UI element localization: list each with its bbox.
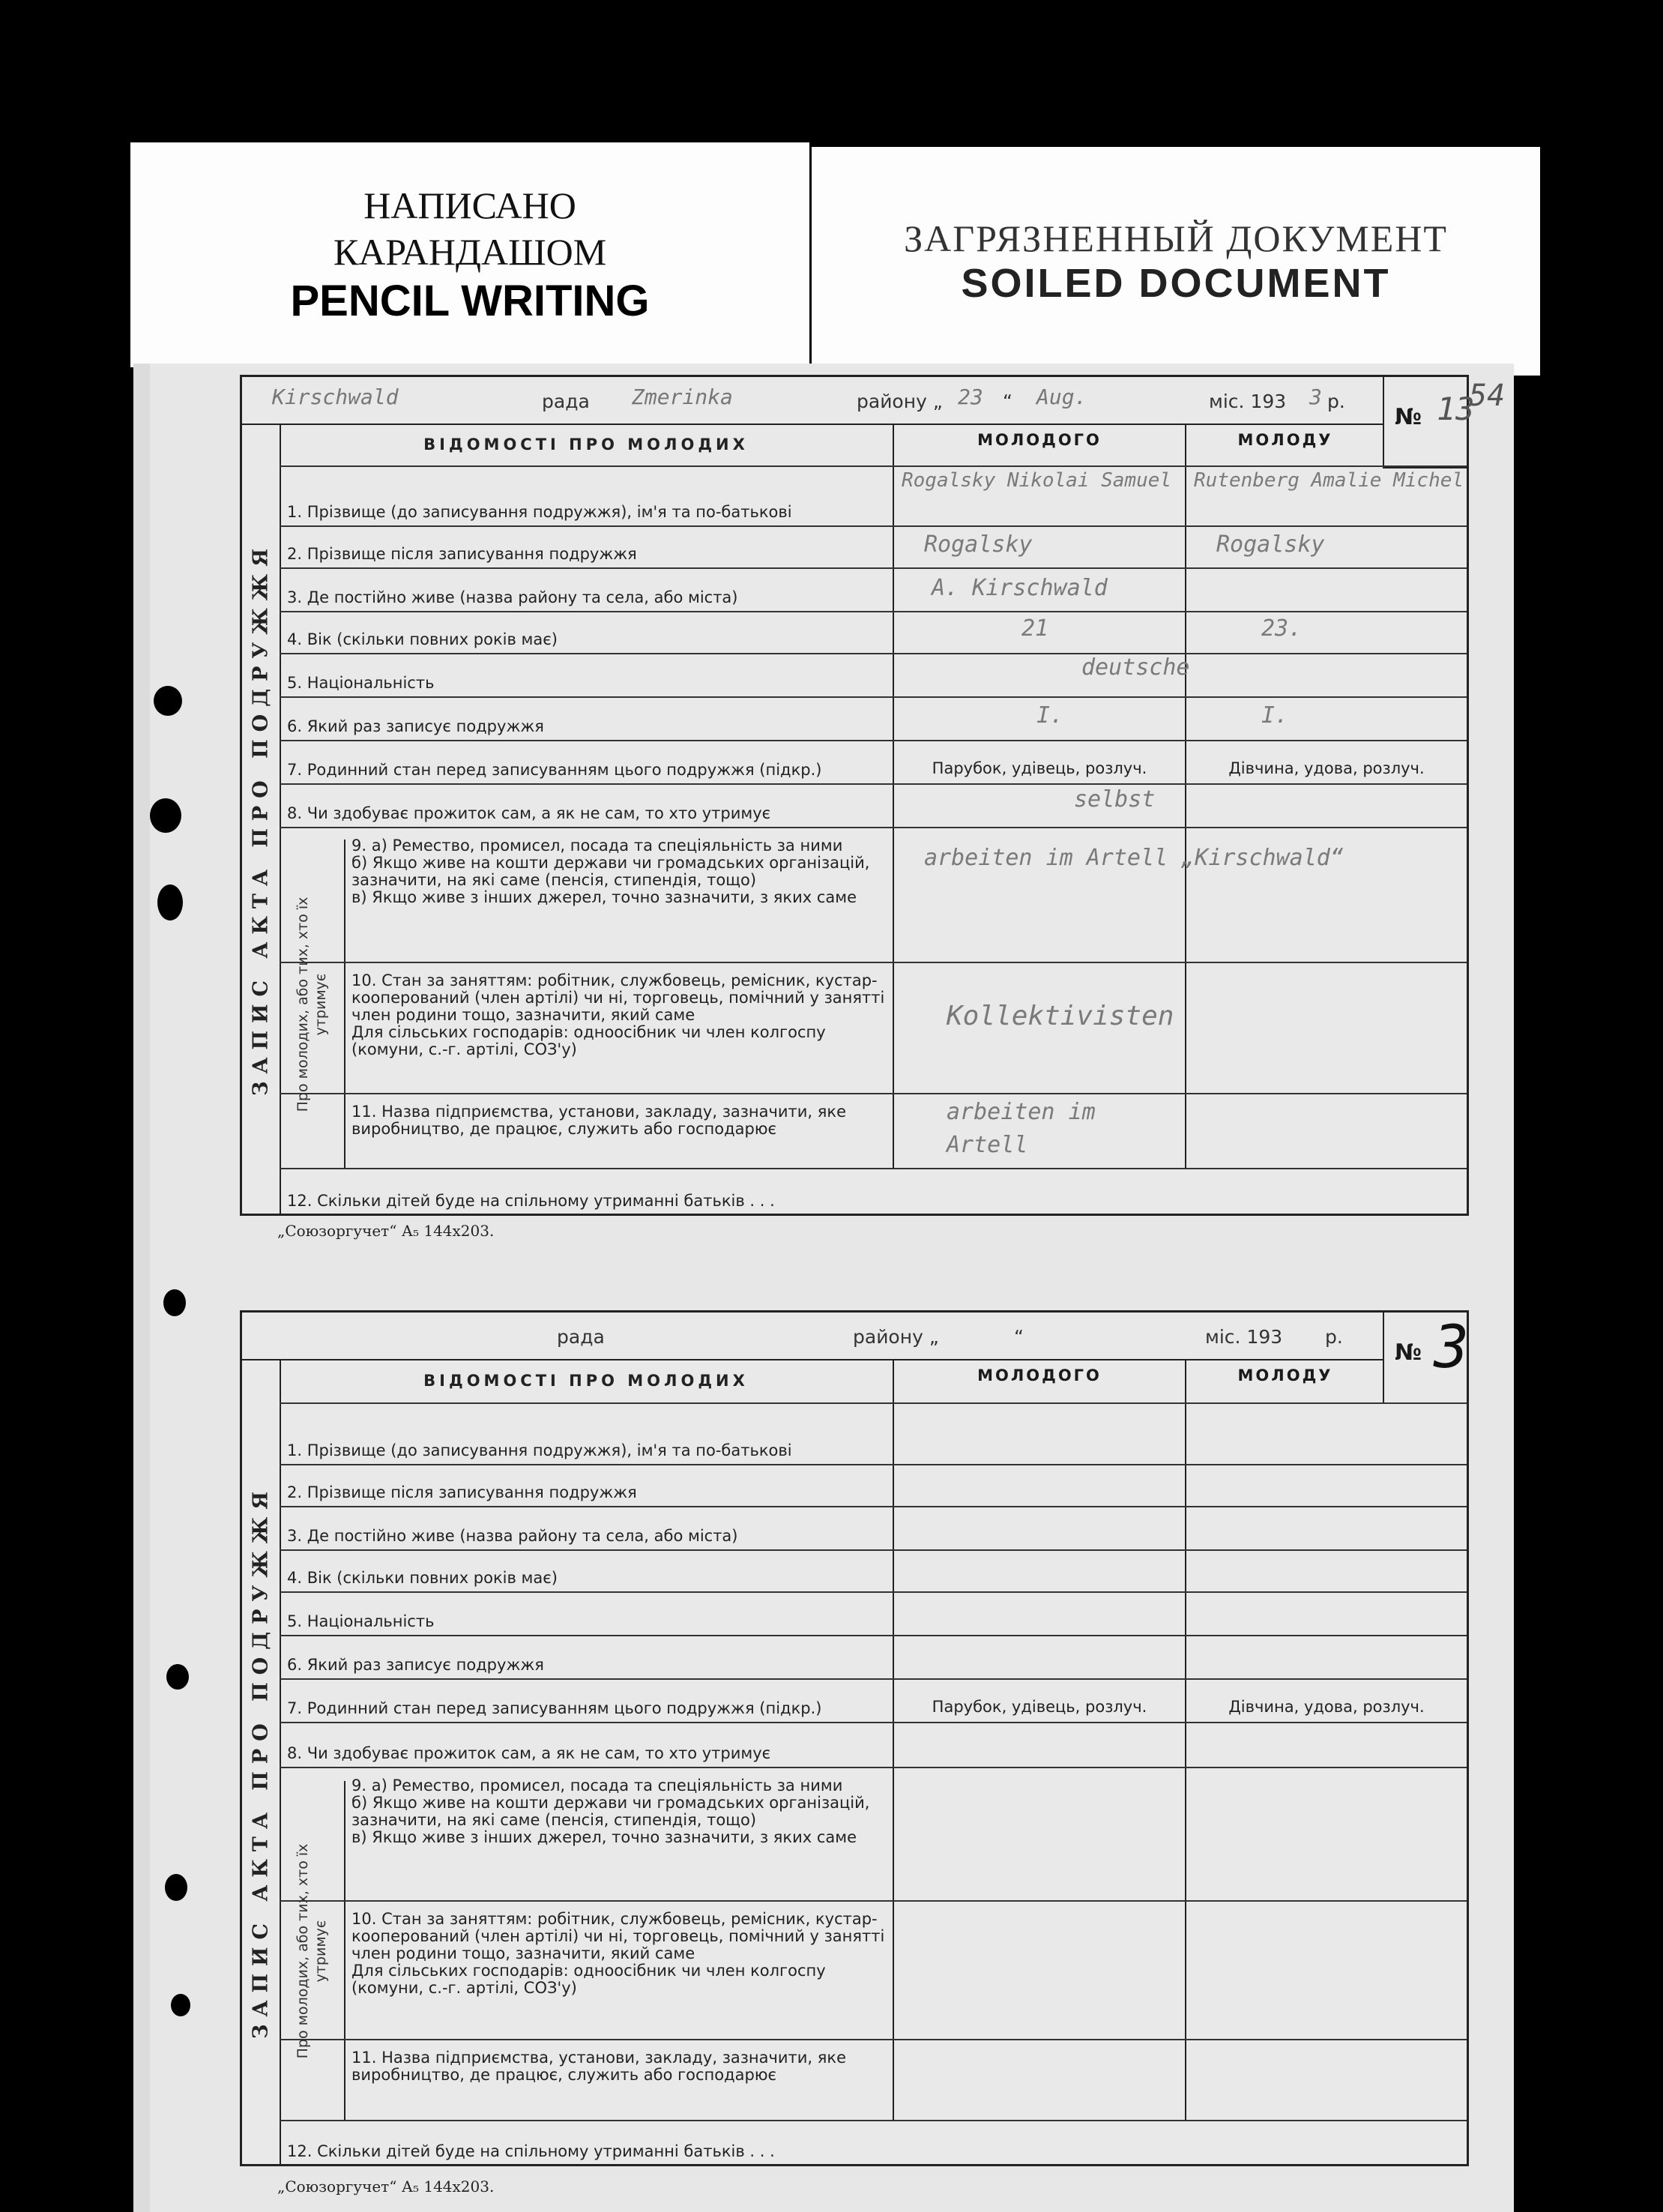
day-value: 23 [958, 385, 983, 409]
table-row [280, 1551, 1467, 1593]
groom-cell [894, 1636, 1186, 1678]
row-label: 1. Прізвище (до записування подружжя), ім'я та по-батькові [280, 1404, 894, 1464]
bride-value: I. [1261, 702, 1289, 729]
groom-cell [894, 1680, 1186, 1722]
bride-cell [1186, 1723, 1467, 1767]
row-label: 9. а) Ремество, промисел, посада та спеціяльність за ними б) Якщо живе на кошти держави чи громадських організацій, зазначити, на які саме (пенсія, стипендія, тощо) в) Якщо живе з інших джерел, точно зазначити, з яких саме [344, 1768, 894, 1900]
bride-cell [1186, 828, 1467, 962]
table-row [280, 527, 1467, 569]
card-line-2: КАРАНДАШОМ [333, 231, 607, 273]
row-label: 2. Прізвище після записування подружжя [280, 527, 894, 567]
raion-label: району „ [857, 391, 943, 412]
groom-value: deutsche [1081, 654, 1190, 681]
row-label: 8. Чи здобуває прожиток сам, а як не сам, то хто утримує [280, 785, 894, 827]
bride-cell [1186, 1593, 1467, 1635]
raion-label: району „ [853, 1326, 939, 1348]
card-line-1: НАПИСАНО [363, 184, 576, 226]
punch-hole [154, 686, 182, 716]
bride-value: Rutenberg Amalie Michel [1194, 469, 1464, 492]
groom-value: A. Kirschwald [932, 575, 1108, 601]
bride-cell [1186, 1636, 1467, 1678]
bride-cell [1186, 527, 1467, 567]
bride-cell [1186, 698, 1467, 740]
year-suffix: р. [1327, 391, 1345, 412]
soiled-ru: ЗАГРЯЗНЕННЫЙ ДОКУМЕНТ [904, 217, 1448, 259]
form-footer: „Союзоргучет“ А₅ 144х203. [277, 1222, 495, 1240]
bride-cell [1186, 569, 1467, 611]
groom-status-options: Парубок, удівець, розлуч. [932, 759, 1147, 777]
record-number: 13 [1437, 391, 1475, 427]
groom-cell [894, 2040, 1186, 2120]
groom-cell [894, 1507, 1186, 1549]
table-row [280, 785, 1467, 828]
rada-value: Kirschwald [272, 385, 399, 409]
side-title-text: ЗАПИС АКТА ПРО ПОДРУЖЖЯ [249, 540, 273, 1097]
groom-cell [894, 467, 1186, 525]
bride-cell [1186, 1902, 1467, 2039]
table-row [280, 1507, 1467, 1551]
rada-label: рада [542, 391, 590, 412]
sub-side-title-text: Про молодих, або тих, хто їх утримує [295, 896, 329, 1112]
groom-cell [894, 1551, 1186, 1591]
bride-cell [1186, 1507, 1467, 1549]
pencil-writing-card [130, 142, 809, 367]
table-row [280, 741, 1467, 785]
soiled-document-card [812, 147, 1540, 376]
groom-cell [894, 698, 1186, 740]
margin-note: 54 [1469, 379, 1506, 413]
row-label: 7. Родинний стан перед записуванням цього подружжя (підкр.) [280, 741, 894, 783]
soiled-en: SOILED DOCUMENT [961, 260, 1391, 306]
side-title [242, 424, 281, 1214]
row-label: 6. Який раз записує подружжя [280, 1636, 894, 1678]
punch-hole [171, 1994, 190, 2016]
bride-cell [1186, 1465, 1467, 1506]
bride-cell [1186, 1094, 1467, 1168]
groom-value: 21 [1021, 615, 1049, 642]
month-value: Aug. [1036, 385, 1087, 409]
card-line-3: PENCIL WRITING [290, 277, 650, 325]
row-label: 6. Який раз записує подружжя [280, 698, 894, 740]
table-row [280, 1593, 1467, 1636]
groom-cell [894, 1768, 1186, 1900]
groom-cell [894, 785, 1186, 827]
row-label: 1. Прізвище (до записування подружжя), ім'я та по-батькові [280, 467, 894, 525]
bride-cell [1186, 1680, 1467, 1722]
row-label: 3. Де постійно живе (назва району та села, або міста) [280, 569, 894, 611]
groom-cell [894, 654, 1190, 696]
column-header-row [280, 1359, 1467, 1404]
raion-value: Zmerinka [632, 385, 733, 409]
groom-value: selbst [1074, 786, 1156, 813]
table-row [280, 467, 1467, 527]
punch-hole [165, 1874, 187, 1901]
table-row [280, 1094, 1467, 1169]
groom-cell [894, 569, 1186, 611]
table-row [280, 569, 1467, 612]
side-title-text: ЗАПИС АКТА ПРО ПОДРУЖЖЯ [249, 1483, 273, 2040]
sub-side-title-text: Про молодих, або тих, хто їх утримує [295, 1843, 329, 2058]
groom-cell [894, 1404, 1186, 1464]
row-label: 7. Родинний стан перед записуванням цього подружжя (підкр.) [280, 1680, 894, 1722]
col-a-head [894, 1359, 1186, 1402]
groom-value: Rogalsky [924, 531, 1033, 558]
col-b-head [1186, 1359, 1467, 1402]
groom-cell [894, 527, 1186, 567]
table-row [280, 1169, 1467, 1214]
year-digit: 3 [1309, 385, 1322, 409]
table-row [280, 963, 1467, 1094]
row-label: 11. Назва підприємства, установи, закладу, зазначити, яке виробництво, де працює, служить або господарює [344, 2040, 894, 2120]
bride-cell [1186, 963, 1467, 1093]
col-a-head [894, 424, 1186, 465]
table-row [280, 1465, 1467, 1507]
punch-hole [157, 885, 183, 920]
mis-label: міс. 193 [1209, 391, 1287, 412]
groom-cell [894, 1465, 1186, 1506]
row-label: 10. Стан за заняттям: робітник, службовець, ремісник, кустар-кооперований (член артілі) чи ні, торговець, помічний у занятті член родини тощо, зазначити, який саме Для сільських господарів: одноосібник чи член колгоспу (комуни, с.-г. артілі, СОЗ'у) [344, 963, 894, 1093]
side-title [242, 1359, 281, 2164]
row-label: 3. Де постійно живе (назва району та села, або міста) [280, 1507, 894, 1549]
col-a-title: МОЛОДОГО [977, 431, 1102, 449]
col-title: ВІДОМОСТІ ПРО МОЛОДИХ [280, 424, 894, 465]
groom-cell [894, 1902, 1186, 2039]
table-row [280, 828, 1467, 963]
table-row [280, 1680, 1467, 1723]
col-b-head [1186, 424, 1467, 465]
col-b-title: МОЛОДУ [1237, 1366, 1333, 1384]
bride-status-options: Дівчина, удова, розлуч. [1228, 759, 1425, 777]
bride-cell [1186, 1768, 1467, 1900]
table-row [280, 2121, 1467, 2165]
marriage-record-form-1 [240, 375, 1475, 1216]
table-row [280, 612, 1467, 654]
row-label: 5. Національність [280, 654, 894, 696]
bride-cell [1186, 785, 1467, 827]
row-label: 12. Скільки дітей буде на спільному утриманні батьків . . . [287, 1192, 775, 1210]
bride-cell [1186, 1404, 1467, 1464]
row-label: 10. Стан за заняттям: робітник, службовець, ремісник, кустар-кооперований (член артілі) чи ні, торговець, помічний у занятті член родини тощо, зазначити, який саме Для сільських господарів: одноосібник чи член колгоспу (комуни, с.-г. артілі, СОЗ'у) [344, 1902, 894, 2039]
rada-label: рада [557, 1326, 605, 1348]
groom-value: I. [1036, 702, 1064, 729]
number-label: № [1395, 404, 1422, 430]
table-row [280, 2040, 1467, 2121]
table-row [280, 1723, 1467, 1768]
day-close: “ [1003, 391, 1012, 412]
groom-cell [894, 1094, 1186, 1168]
form-header [242, 377, 1384, 425]
row-label: 4. Вік (скільки повних років має) [280, 612, 894, 653]
row-label: 8. Чи здобуває прожиток сам, а як не сам, то хто утримує [280, 1723, 894, 1767]
row-label: 2. Прізвище після записування подружжя [280, 1465, 894, 1506]
bride-status-options: Дівчина, удова, розлуч. [1228, 1698, 1425, 1716]
row-label: 9. а) Ремество, промисел, посада та спеціяльність за ними б) Якщо живе на кошти держави чи громадських організацій, зазначити, на які саме (пенсія, стипендія, тощо) в) Якщо живе з інших джерел, точно зазначити, з яких саме [344, 828, 894, 962]
groom-cell [894, 1593, 1186, 1635]
groom-cell [894, 1723, 1186, 1767]
column-header-row [280, 424, 1467, 467]
table-row [280, 654, 1467, 698]
table-row [280, 1768, 1467, 1902]
day-close: “ [1014, 1326, 1024, 1348]
row-label: 5. Національність [280, 1593, 894, 1635]
table-row [280, 1902, 1467, 2040]
table-row [280, 698, 1467, 741]
form-footer: „Союзоргучет“ А₅ 144х203. [277, 2178, 495, 2196]
mis-label: міс. 193 [1205, 1326, 1283, 1348]
bride-value: 23. [1261, 615, 1303, 642]
record-number: 3 [1434, 1314, 1469, 1381]
row-label: 4. Вік (скільки повних років має) [280, 1551, 894, 1591]
punch-hole [150, 798, 181, 833]
groom-status-options: Парубок, удівець, розлуч. [932, 1698, 1147, 1716]
year-suffix: р. [1325, 1326, 1343, 1348]
col-b-title: МОЛОДУ [1237, 431, 1333, 449]
row-label: 12. Скільки дітей буде на спільному утриманні батьків . . . [287, 2142, 775, 2160]
groom-value: Kollektivisten [947, 1001, 1174, 1031]
marriage-record-form-2 [240, 1310, 1469, 2166]
bride-cell [1186, 467, 1467, 525]
punch-hole [163, 1289, 186, 1316]
bride-cell [1186, 1551, 1467, 1591]
groom-value: arbeiten im Artell „Kirschwald“ [924, 845, 1344, 871]
groom-value: arbeiten im Artell [947, 1099, 1096, 1158]
bride-cell [1186, 654, 1467, 696]
groom-cell [894, 963, 1186, 1093]
punch-hole [166, 1664, 189, 1690]
groom-cell [894, 741, 1186, 783]
col-a-title: МОЛОДОГО [977, 1366, 1102, 1384]
table-row [280, 1404, 1467, 1465]
groom-value: Rogalsky Nikolai Samuel [902, 469, 1172, 492]
table-row [280, 1636, 1467, 1680]
number-label: № [1395, 1339, 1422, 1366]
bride-cell [1186, 612, 1467, 653]
groom-cell [894, 828, 1344, 962]
bride-cell [1186, 741, 1467, 783]
col-title: ВІДОМОСТІ ПРО МОЛОДИХ [280, 1359, 894, 1402]
bride-cell [1186, 2040, 1467, 2120]
bride-value: Rogalsky [1216, 531, 1325, 558]
groom-cell [894, 612, 1186, 653]
form-header [242, 1313, 1384, 1360]
row-label: 11. Назва підприємства, установи, закладу, зазначити, яке виробництво, де працює, служить або господарює [344, 1094, 894, 1168]
